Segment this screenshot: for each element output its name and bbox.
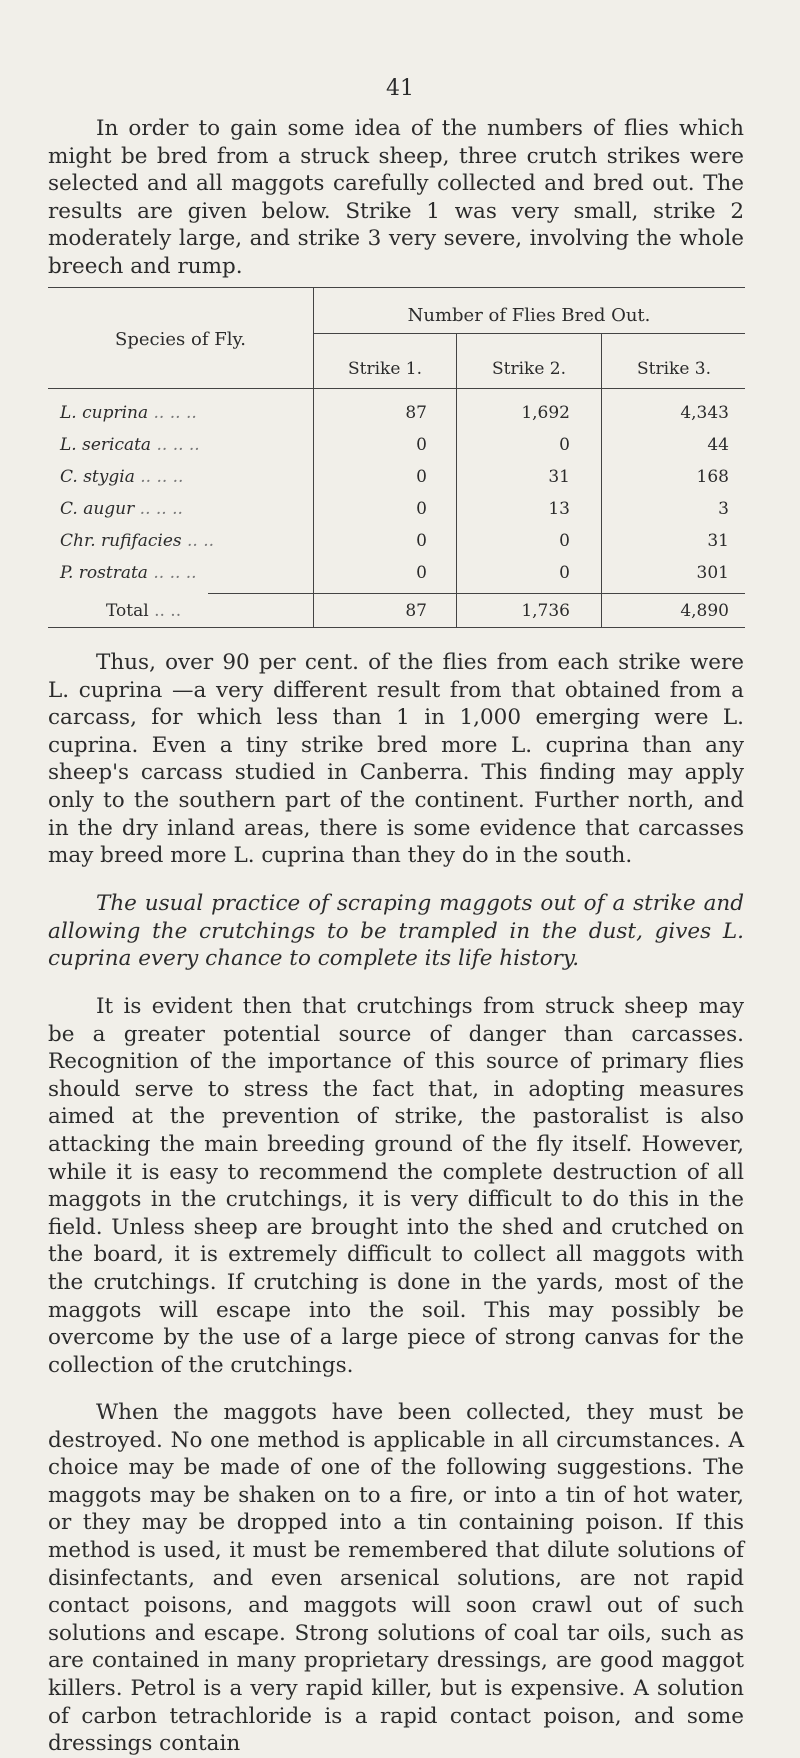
strike2-value: 0 (559, 531, 570, 551)
leader-dots: .. .. (187, 531, 215, 551)
species-name: P. rostrata .. .. .. (60, 563, 197, 583)
table-header-rule (48, 388, 745, 389)
table-header-strike1: Strike 1. (347, 359, 423, 379)
table-species-header: Species of Fly. (115, 329, 246, 350)
species-name: Chr. rufifacies .. .. (60, 531, 215, 551)
species-name: L. sericata .. .. .. (60, 435, 200, 455)
strike2-value: 31 (548, 467, 570, 487)
strike3-value: 31 (707, 531, 729, 551)
paragraph-destruction: When the maggots have been collected, they must be destroyed. No one method is applicable in all circumstances. A choice may be made of one of the following suggestions. The maggots may be shaken on to a fire, or into a tin of hot water, or they may be dropped into a tin containing poison. If this method is used, it must be remembered that dilute solutions of disinfectants, and even arsenical solutions, are not rapid contact poisons, and maggots will soon crawl out of such solutions and escape. Strong solutions of coal tar oils, such as are contained in many proprietary dressings, are good maggot killers. Petrol is a very rapid killer, but is expensive. A solution of carbon tetrachloride is a rapid contact poison, and some dressings contain (48, 1400, 744, 1757)
table-top-rule (48, 287, 745, 288)
paragraph-crutchings: It is evident then that crutchings from struck sheep may be a greater potential source of danger than carcasses. Recognition of the importance of this source of primary flies should serve to stress the fact that, in adopting measures aimed at the prevention of strike, the pastoralist is also attacking the main breeding ground of the fly itself. However, while it is easy to recommend the complete destruction of all maggots in the crutchings, it is very difficult to do this in the field. Unless sheep are brought into the shed and crutched on the board, it is extremely difficult to collect all maggots with the crutchings. If crutching is done in the yards, most of the maggots will escape into the soil. This may possibly be overcome by the use of a large piece of strong canvas for the collection of the crutchings. (48, 994, 744, 1378)
table-header-strike3: Strike 3. (636, 359, 712, 379)
species-name: C. augur .. .. .. (60, 499, 183, 519)
species-name: C. stygia .. .. .. (60, 467, 184, 487)
strike3-value: 4,343 (680, 403, 729, 423)
strike2-value: 1,692 (521, 403, 570, 423)
page-number: 41 (386, 76, 414, 101)
table-group-rule (313, 333, 745, 334)
strike1-value: 0 (416, 467, 427, 487)
table-bottom-rule (48, 627, 745, 628)
leader-dots: .. .. .. (153, 563, 197, 583)
strike1-value: 0 (416, 499, 427, 519)
strike2-value: 0 (559, 435, 570, 455)
strike1-value: 0 (416, 563, 427, 583)
leader-dots: .. .. .. (153, 403, 197, 423)
strike1-value: 87 (405, 403, 427, 423)
total-strike2: 1,736 (521, 601, 570, 621)
total-strike3: 4,890 (680, 601, 729, 621)
flies-bred-table (48, 287, 745, 627)
strike1-value: 0 (416, 531, 427, 551)
table-total-rule (208, 593, 745, 594)
species-name: L. cuprina .. .. .. (60, 403, 197, 423)
table-divider-strike2 (601, 333, 602, 627)
leader-dots: .. .. (154, 601, 182, 621)
strike3-value: 301 (696, 563, 729, 583)
strike3-value: 168 (696, 467, 729, 487)
strike1-value: 0 (416, 435, 427, 455)
strike2-value: 13 (548, 499, 570, 519)
strike2-value: 0 (559, 563, 570, 583)
paragraph-results: Thus, over 90 per cent. of the flies from each strike were L. cuprina —a very different result from that obtained from a carcass, for which less than 1 in 1,000 emerging were L. cuprina. Even a tiny strike bred more L. cuprina than any sheep's carcass studied in Canberra. This finding may apply only to the southern part of the continent. Further north, and in the dry inland areas, there is some evidence that carcasses may breed more L. cuprina than they do in the south. (48, 650, 744, 869)
leader-dots: .. .. .. (139, 499, 183, 519)
total-label: Total .. .. (106, 601, 182, 621)
table-header-strike2: Strike 2. (491, 359, 567, 379)
table-group-header: Number of Flies Bred Out. (407, 305, 651, 326)
paragraph-intro: In order to gain some idea of the numbers of flies which might be bred from a struck sheep, three crutch strikes were selected and all maggots carefully collected and bred out. The results are given below. Strike 1 was very small, strike 2 moderately large, and strike 3 very severe, involving the whole breech and rump. (48, 116, 744, 279)
strike3-value: 3 (718, 499, 729, 519)
table-divider-species (313, 287, 314, 627)
strike3-value: 44 (707, 435, 729, 455)
leader-dots: .. .. .. (140, 467, 184, 487)
total-strike1: 87 (405, 601, 427, 621)
table-divider-strike1 (456, 333, 457, 627)
paragraph-usual-practice: The usual practice of scraping maggots out of a strike and allowing the crutchings to be trampled in the dust, gives L. cuprina every chance to complete its life history. (48, 891, 744, 972)
leader-dots: .. .. .. (156, 435, 200, 455)
